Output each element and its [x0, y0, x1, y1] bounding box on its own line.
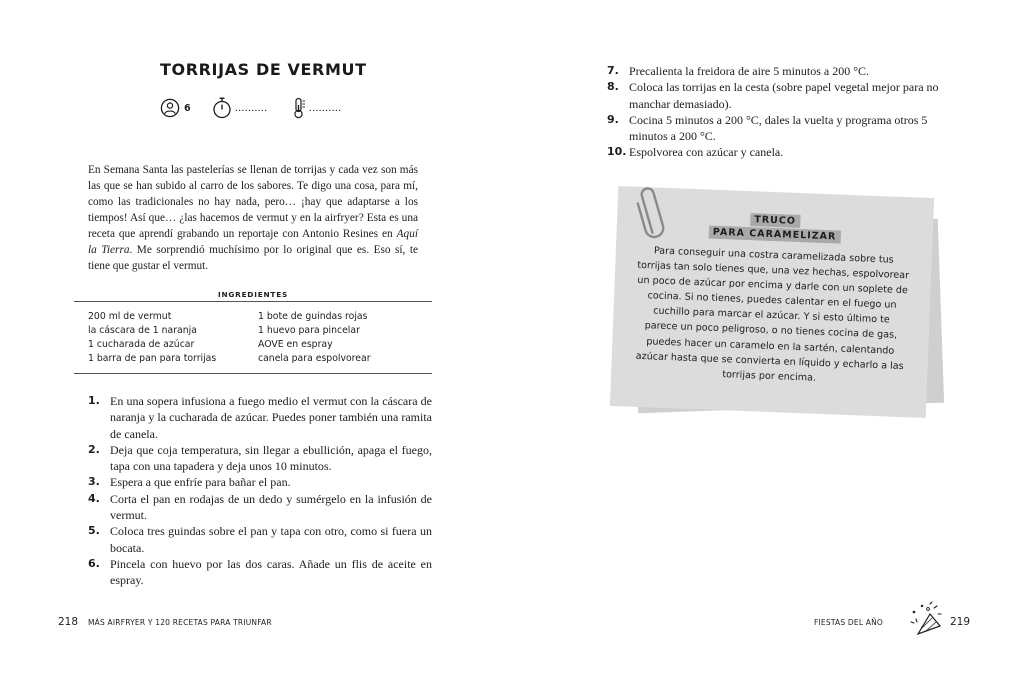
temperature-value: .......... [309, 102, 342, 114]
ingredient-item: 1 barra de pan para torrijas [88, 353, 217, 364]
ingredient-item: 1 bote de guindas rojas [258, 311, 368, 322]
step-text: Coloca tres guindas sobre el pan y tapa con otro, como si fuera un bocata. [110, 524, 432, 555]
tv-program-name: Aquí la Tierra [88, 228, 418, 256]
step-number: 1. [88, 394, 100, 407]
step-text: Cocina 5 minutos a 200 °C, dales la vuelta y programa otros 5 minutos a 200 °C. [629, 112, 928, 144]
recipe-meta [160, 96, 400, 120]
ingredient-item: 200 ml de vermut [88, 311, 172, 322]
intro-text-2: . Me sorprendió muchísimo por lo original que es. Eso sí, te tiene que gustar el vermut. [88, 244, 418, 272]
step-item [88, 523, 432, 556]
step-text: Pincela con huevo por las dos caras. Añade un flis de aceite en espray. [110, 556, 432, 588]
recipe-title: TORRIJAS DE VERMUT [160, 60, 367, 79]
steps-list-right [607, 63, 954, 161]
step-number: 2. [88, 442, 100, 456]
section-title: FIESTAS DEL AÑO [814, 618, 884, 627]
cooking-time [212, 96, 268, 120]
step-text: Deja que coja temperatura, sin llegar a ebullición, apaga el fuego, tapa con una tapadera y deja unos 10 minutos. [110, 442, 432, 474]
page-number-left: 218 [58, 616, 79, 628]
step-item [88, 393, 432, 442]
step-number: 9. [607, 112, 619, 126]
stopwatch-icon [212, 97, 232, 119]
ingredient-item: 1 huevo para pincelar [258, 325, 360, 336]
step-item [88, 442, 432, 475]
step-number: 5. [88, 524, 100, 538]
servings [160, 96, 191, 120]
step-number: 3. [88, 475, 100, 489]
tip-title: TRUCO [750, 213, 800, 228]
ingredients-title: INGREDIENTES [217, 290, 289, 299]
step-item [88, 491, 432, 524]
step-text: Espera a que enfríe para bañar el pan. [110, 475, 291, 490]
ingredient-item: 1 cucharada de azúcar [88, 339, 195, 350]
step-item [88, 474, 432, 490]
party-popper-icon [908, 600, 944, 636]
ingredients-column-1 [88, 310, 216, 366]
time-value: .......... [235, 102, 268, 114]
tip-text: Para conseguir una costra caramelizada sobre tus torrijas tan solo tienes que, una vez hechas, espolvorear un poco de azúcar por encima y darle con un soplete de cocina. Si no tienes, puedes calentar en el fuego un cuchillo para marcar el azúcar. Y si esto último te parece un poco peligroso, o no tienes cocina de gas, puedes hacer un caramelo en la sartén, calentando azúcar hasta que se convierta en líquido y echarlo a las torrijas por encima. [635, 245, 910, 384]
temperature [292, 96, 342, 120]
step-text: Precalienta la freidora de aire 5 minutos a 200 °C. [629, 64, 870, 78]
ingredient-item: AOVE en espray [258, 339, 333, 350]
ingredient-item: canela para espolvorear [258, 353, 371, 364]
step-item [607, 79, 954, 112]
steps-list-left [88, 393, 432, 589]
thermometer-icon [292, 97, 306, 119]
ingredients-top-divider [74, 301, 432, 302]
ingredient-item: la cáscara de 1 naranja [88, 325, 197, 336]
person-icon [160, 98, 180, 118]
step-number: 10. [607, 145, 627, 159]
step-item [88, 556, 432, 589]
page-number-right: 219 [950, 616, 971, 628]
step-text: Corta el pan en rodajas de un dedo y sumérgelo en la infusión de vermut. [110, 491, 432, 523]
intro-text-1: En Semana Santa las pastelerías se llenan de torrijas y cada vez son más las que se han subido al carro de los sabores. Te digo una cosa, para mí, como las tradicionales no hay nada, pero… ¡hay que adaptarse a los tiempos! Así que… ¿las hacemos de vermut y en la airfryer? Esta es una receta que aprendí grabando un reportaje con Antonio Resines en [88, 164, 418, 240]
step-text: Espolvorea con azúcar y canela. [629, 145, 784, 160]
tip-subtitle: PARA CARAMELIZAR [709, 226, 841, 244]
step-number: 6. [88, 556, 100, 570]
intro-paragraph [88, 162, 418, 274]
step-number: 4. [88, 491, 100, 505]
step-number: 7. [607, 64, 619, 77]
step-item [607, 112, 954, 145]
step-text: Coloca las torrijas en la cesta (sobre papel vegetal mejor para no manchar demasiado). [629, 80, 939, 111]
ingredients-column-2 [258, 310, 371, 366]
step-item [607, 63, 954, 79]
step-item [607, 144, 954, 160]
ingredients-bottom-divider [74, 373, 432, 374]
servings-value: 6 [184, 102, 191, 114]
step-number: 8. [607, 80, 619, 94]
book-title: MÁS AIRFRYER Y 120 RECETAS PARA TRIUNFAR [88, 618, 272, 627]
step-text: En una sopera infusiona a fuego medio el vermut con la cáscara de naranja y la cucharada de azúcar. Puedes poner también una ramita de canela. [110, 394, 432, 441]
